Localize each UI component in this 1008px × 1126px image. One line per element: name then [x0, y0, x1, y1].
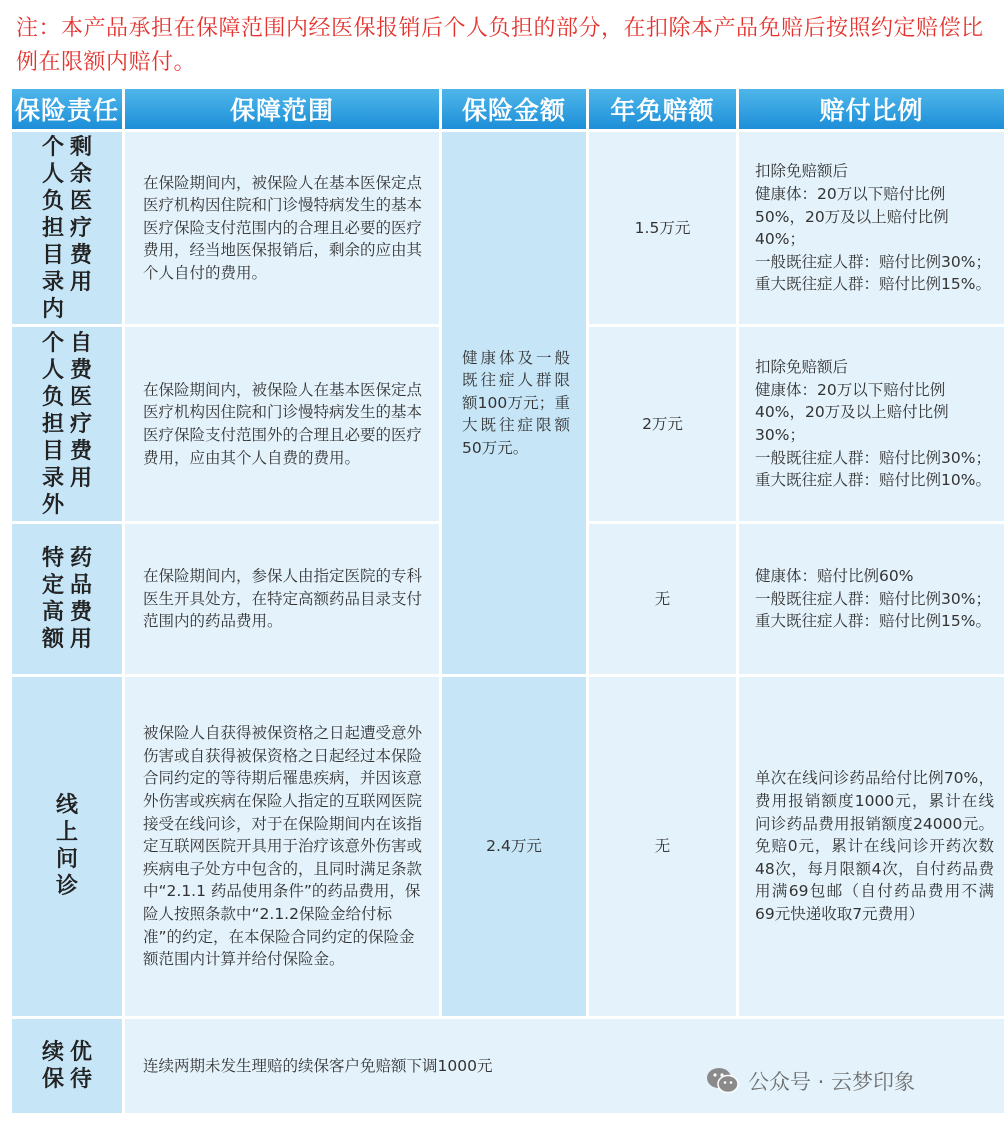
liability-name: [12, 1019, 122, 1113]
liability-name-column: 特 定 高 额: [41, 545, 64, 652]
table-row: [12, 132, 1004, 324]
liability-name-column: 线 上 问 诊: [55, 793, 78, 900]
scope-text: 在保险期间内，被保险人在基本医保定点医疗机构因住院和门诊慢特病发生的基本医疗保险支付范围内的合理且必要的医疗费用，经当地医保报销后，剩余的应由其个人自付的费用。: [125, 132, 439, 324]
scope-text: 被保险人自获得被保资格之日起遭受意外伤害或自获得被保资格之日起经过本保险合同约定的等待期后罹患疾病，并因该意外伤害或疾病在保险人指定的互联网医院接受在线问诊，对于在保险期间内在该指定互联网医院开具用于治疗该意外伤害或疾病电子处方中包含的，且同时满足条款中“2.1.1 药品使用条件”的药品费用，保险人按照条款中“2.1.2保险金给付标准”的约定，在本保险合同约定的保险金额范围内计算并给付保险金。: [125, 677, 439, 1016]
liability-name-column: 药 品 费 用: [70, 545, 93, 652]
header-deductible: 年免赔额: [589, 89, 736, 129]
scope-text: 在保险期间内，被保险人在基本医保定点医疗机构因住院和门诊慢特病发生的基本医疗保险支付范围外的合理且必要的医疗费用，应由其个人自费的费用。: [125, 327, 439, 520]
renewal-benefit-text: 连续两期未发生理赔的续保客户免赔额下调1000元: [125, 1019, 1004, 1113]
deductible-value: 1.5万元: [589, 132, 736, 324]
liability-name: [12, 524, 122, 674]
header-liability: 保险责任: [12, 89, 122, 129]
deductible-value: 2万元: [589, 327, 736, 520]
watermark: [706, 1066, 915, 1096]
liability-name: [12, 132, 122, 324]
liability-name: [12, 327, 122, 520]
shared-amount: 健康体及一般既往症人群限额100万元；重大既往症限额50万元。: [442, 132, 586, 674]
ratio-text: 扣除免赔额后 健康体：20万以下赔付比例40%，20万及以上赔付比例30%； 一般既往症人群：赔付比例30%； 重大既往症人群：赔付比例10%。: [739, 327, 1004, 520]
insurance-table: [9, 86, 1007, 1116]
liability-name-column: 个 人 负 担 目 录 外: [41, 330, 64, 518]
wechat-icon: [706, 1067, 740, 1095]
liability-name-column: 优 待: [70, 1039, 93, 1092]
ratio-text: 单次在线问诊药品给付比例70%，费用报销额度1000元，累计在线问诊药品费用报销额度24000元。免赔0元，累计在线问诊开药次数48次，每月限额4次，自付药品费用满69包邮（自付药品费用不满69元快递收取7元费用）: [739, 677, 1004, 1016]
watermark-text: 公众号 · 云梦印象: [748, 1070, 916, 1094]
deductible-value: 无: [589, 524, 736, 674]
header-ratio: 赔付比例: [739, 89, 1004, 129]
ratio-text: 健康体：赔付比例60% 一般既往症人群：赔付比例30%； 重大既往症人群：赔付比例15%。: [739, 524, 1004, 674]
liability-name-column: 自 费 医 疗 费 用: [70, 330, 93, 491]
liability-name: [12, 677, 122, 1016]
deductible-value: 无: [589, 677, 736, 1016]
liability-name-column: 续 保: [41, 1039, 64, 1092]
amount-value: 2.4万元: [442, 677, 586, 1016]
header-amount: 保险金额: [442, 89, 586, 129]
table-row: [12, 677, 1004, 1016]
header-scope: 保障范围: [125, 89, 439, 129]
liability-name-column: 剩 余 医 疗 费 用: [70, 134, 93, 295]
ratio-text: 扣除免赔额后 健康体：20万以下赔付比例50%，20万及以上赔付比例40%； 一般既往症人群：赔付比例30%； 重大既往症人群：赔付比例15%。: [739, 132, 1004, 324]
scope-text: 在保险期间内，参保人由指定医院的专科医生开具处方，在特定高额药品目录支付范围内的药品费用。: [125, 524, 439, 674]
header-row: [12, 89, 1004, 129]
note-text: 注：本产品承担在保障范围内经医保报销后个人负担的部分，在扣除本产品免赔后按照约定赔偿比例在限额内赔付。: [16, 16, 984, 75]
liability-name-column: 个 人 负 担 目 录 内: [41, 134, 64, 322]
